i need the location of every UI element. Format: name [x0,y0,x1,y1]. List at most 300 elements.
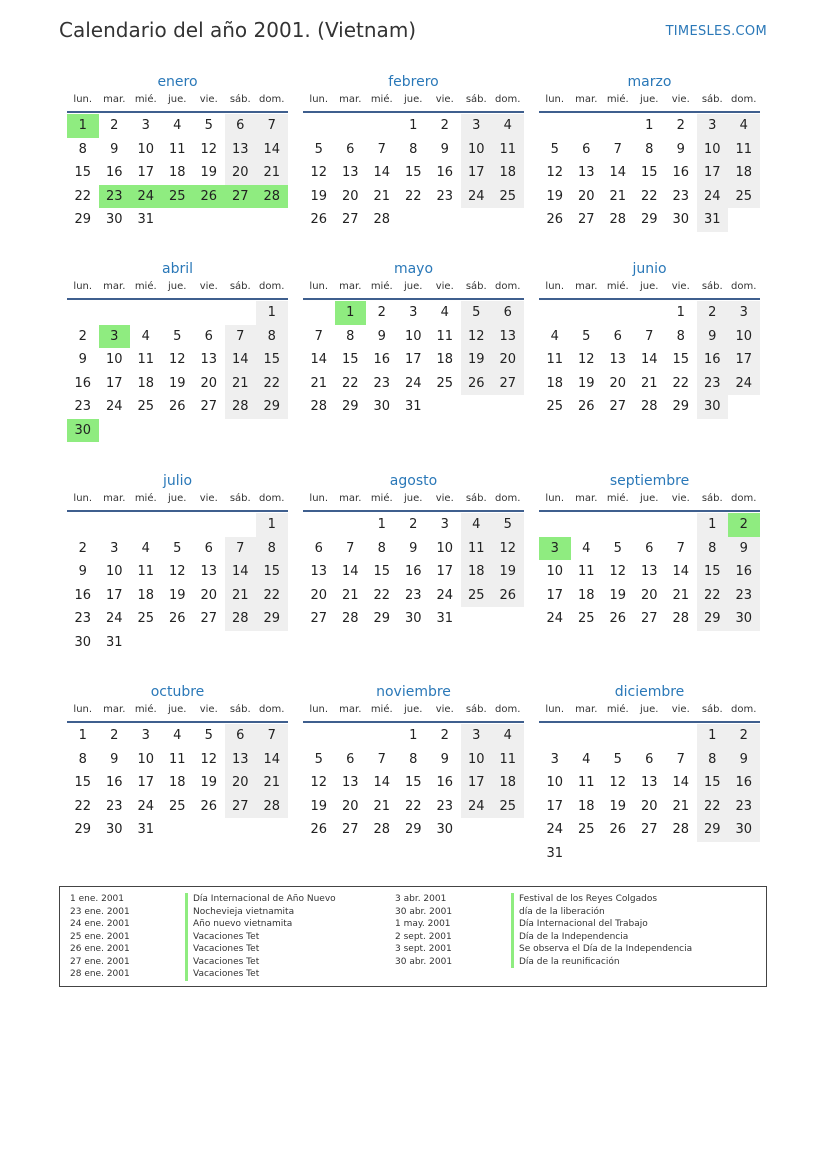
day-cell: 28 [225,607,257,631]
day-cell: 8 [377,540,386,556]
day-cell: 24 [436,587,454,603]
day-cell: 7 [346,540,355,556]
day-cell: 19 [577,375,595,391]
day-cell: 26 [168,611,186,626]
weekday-label: lun. [309,493,329,504]
day-cell: 16 [74,587,92,603]
holiday-day-cell: 1 [67,114,99,138]
day-cell: 27 [310,611,328,626]
day-cell: 1 [377,517,386,532]
day-cell: 13 [640,564,658,579]
day-cell: 18 [577,587,595,603]
day-cell: 2 [440,118,449,133]
day-cell: 16 [728,560,760,584]
day-cell: 7 [377,141,386,157]
day-cell: 15 [256,560,288,584]
header-rule [539,111,760,113]
day-cell: 9 [377,328,386,344]
day-cell: 14 [672,775,690,790]
day-cell: 16 [404,564,422,579]
day-cell: 11 [728,138,760,162]
weekday-label: vie. [671,493,690,504]
day-cell: 29 [697,607,729,631]
day-cell: 12 [492,537,524,561]
day-cell: 19 [168,375,186,391]
day-cell: 2 [697,301,729,325]
day-cell: 6 [613,328,622,344]
day-cell: 24 [105,611,123,626]
day-cell: 31 [697,208,729,232]
day-cell: 12 [577,352,595,367]
day-cell: 25 [728,185,760,209]
weekday-label: vie. [199,493,218,504]
day-cell: 3 [440,517,449,532]
day-cell: 9 [78,352,87,367]
day-cell: 5 [314,141,323,157]
day-cell: 29 [373,611,391,626]
day-cell: 7 [314,328,323,344]
weekday-label: dom. [495,94,521,105]
day-cell: 21 [640,375,658,391]
day-cell: 18 [492,161,524,185]
day-cell: 25 [577,822,595,837]
day-cell: 24 [461,185,493,209]
day-cell: 30 [105,212,123,227]
day-cell: 25 [168,798,186,814]
legend-date: 23 ene. 2001 [70,906,130,917]
day-cell: 15 [697,771,729,795]
legend-date: 30 abr. 2001 [395,956,453,967]
day-cell: 6 [645,540,654,556]
day-cell: 20 [200,375,218,391]
weekday-label: sáb. [229,281,251,292]
day-cell: 8 [256,325,288,349]
day-cell: 13 [225,748,257,772]
weekday-label: jue. [168,493,187,504]
header-rule [539,298,760,300]
day-cell: 23 [74,399,92,414]
weekday-header [539,281,760,299]
header-rule [303,298,524,300]
day-cell: 13 [577,165,595,180]
day-cell: 16 [74,375,92,391]
weekday-label: vie. [435,94,454,105]
day-cell: 19 [200,775,218,790]
day-cell: 15 [74,775,92,790]
legend-date: 27 ene. 2001 [70,956,130,967]
day-cell: 2 [728,724,760,748]
day-cell: 4 [582,540,591,556]
day-cell: 25 [137,611,155,626]
day-cell: 4 [582,751,591,767]
day-cell: 20 [225,161,257,185]
weekday-label: mar. [575,704,598,715]
weekday-label: mié. [134,281,157,292]
brand-link[interactable]: TIMESLES.COM [665,24,767,39]
day-cell: 5 [582,328,591,344]
weekday-label: dom. [731,94,757,105]
weekday-header [67,493,288,511]
weekday-label: sáb. [701,704,723,715]
day-cell: 13 [200,564,218,579]
day-cell: 7 [676,751,685,767]
day-cell: 31 [404,399,422,414]
day-cell: 30 [672,212,690,227]
day-cell: 21 [672,798,690,814]
day-cell: 12 [200,751,218,767]
legend-holiday-name: Se observa el Día de la Independencia [519,944,693,954]
day-cell: 5 [314,751,323,767]
day-cell: 26 [310,212,328,227]
day-cell: 30 [105,822,123,837]
day-cell: 22 [404,798,422,814]
weekday-label: sáb. [465,281,487,292]
day-cell: 27 [341,822,359,837]
day-cell: 1 [676,305,685,320]
day-cell: 30 [436,822,454,837]
holiday-day-cell: 2 [728,513,760,537]
weekday-label: sáb. [465,94,487,105]
weekday-label: vie. [671,94,690,105]
holiday-legend [59,886,767,987]
day-cell: 2 [78,540,87,556]
day-cell: 16 [105,165,123,180]
day-cell: 15 [74,165,92,180]
month-name: noviembre [376,684,451,700]
day-cell: 6 [204,540,213,556]
weekday-label: sáb. [229,704,251,715]
day-cell: 12 [609,564,627,579]
legend-date: 26 ene. 2001 [70,944,130,954]
day-cell: 28 [373,822,391,837]
day-cell: 29 [74,212,92,227]
day-cell: 8 [676,328,685,344]
day-cell: 28 [672,822,690,837]
holiday-day-cell: 28 [256,185,288,209]
day-cell: 5 [204,728,213,743]
day-cell: 17 [436,564,454,579]
day-cell: 11 [436,328,454,344]
day-cell: 14 [225,560,257,584]
header-rule [303,510,524,512]
weekday-label: mié. [134,94,157,105]
legend-date: 3 sept. 2001 [395,944,452,954]
day-cell: 10 [546,564,564,579]
weekday-header [539,493,760,511]
day-cell: 31 [546,845,564,861]
day-cell: 22 [672,375,690,391]
day-cell: 17 [105,587,123,603]
day-cell: 1 [256,301,288,325]
day-cell: 15 [640,165,658,180]
day-cell: 31 [137,822,155,837]
page-title: Calendario del año 2001. (Vietnam) [59,18,417,42]
weekday-label: jue. [640,493,659,504]
legend-names-left [185,893,336,981]
day-cell: 29 [341,399,359,414]
weekday-label: vie. [435,704,454,715]
day-cell: 4 [173,728,182,743]
day-cell: 16 [728,771,760,795]
day-cell: 2 [676,118,685,133]
day-cell: 17 [697,161,729,185]
legend-dates-left [70,893,130,981]
legend-holiday-name: Año nuevo vietnamita [193,919,293,929]
day-cell: 20 [200,587,218,603]
weekday-label: vie. [671,281,690,292]
legend-holiday-name: Día de la Independencia [519,931,629,942]
day-cell: 23 [373,375,391,391]
day-cell: 12 [546,165,564,180]
day-cell: 4 [492,114,524,138]
day-cell: 1 [645,118,654,133]
day-cell: 4 [141,328,150,344]
weekday-label: mié. [606,94,629,105]
day-cell: 22 [74,188,92,204]
weekday-label: mié. [370,704,393,715]
legend-date: 25 ene. 2001 [70,931,130,942]
day-cell: 31 [436,611,454,626]
header-rule [303,721,524,723]
day-cell: 24 [728,372,760,396]
day-cell: 31 [105,634,123,650]
day-cell: 18 [546,375,564,391]
weekday-label: mié. [370,94,393,105]
weekday-label: jue. [640,281,659,292]
weekday-header [67,94,288,112]
day-cell: 28 [225,395,257,419]
month-name: junio [632,261,667,277]
day-cell: 11 [137,352,155,367]
day-cell: 10 [436,540,454,556]
day-cell: 24 [546,611,564,626]
day-cell: 30 [697,395,729,419]
day-cell: 26 [546,212,564,227]
day-cell: 15 [341,352,359,367]
day-cell: 1 [78,728,87,743]
weekday-label: lun. [73,281,93,292]
weekday-label: vie. [435,281,454,292]
day-cell: 23 [436,798,454,814]
day-cell: 22 [697,584,729,608]
day-cell: 11 [168,751,186,767]
legend-holiday-name: Vacaciones Tet [193,931,260,942]
day-cell: 11 [546,352,564,367]
header-rule [67,721,288,723]
day-cell: 26 [609,611,627,626]
day-cell: 5 [550,141,559,157]
day-cell: 5 [204,118,213,133]
day-cell: 5 [613,540,622,556]
day-cell: 4 [550,328,559,344]
day-cell: 28 [310,399,328,414]
day-cell: 25 [492,795,524,819]
day-cell: 2 [440,728,449,743]
day-cell: 12 [168,352,186,367]
day-cell: 7 [645,328,654,344]
day-cell: 9 [728,748,760,772]
day-cell: 21 [373,798,391,814]
day-cell: 17 [137,775,155,790]
day-cell: 14 [256,748,288,772]
day-cell: 29 [404,822,422,837]
day-cell: 25 [137,399,155,414]
day-cell: 21 [310,375,328,391]
weekday-label: jue. [168,281,187,292]
legend-date: 30 abr. 2001 [395,906,453,917]
day-cell: 16 [105,775,123,790]
day-cell: 8 [409,751,418,767]
day-cell: 18 [168,775,186,790]
day-cell: 3 [409,305,418,320]
weekday-label: mié. [134,704,157,715]
header-rule [303,111,524,113]
weekday-label: dom. [259,94,285,105]
day-cell: 15 [404,775,422,790]
day-cell: 15 [256,348,288,372]
day-cell: 24 [137,798,155,814]
day-cell: 27 [577,212,595,227]
day-cell: 30 [74,634,92,650]
day-cell: 4 [461,513,493,537]
weekday-label: dom. [259,281,285,292]
day-cell: 5 [173,328,182,344]
day-cell: 1 [409,118,418,133]
day-cell: 15 [404,165,422,180]
day-cell: 3 [461,114,493,138]
weekday-label: dom. [495,281,521,292]
weekday-label: mié. [606,493,629,504]
day-cell: 21 [256,771,288,795]
day-cell: 29 [74,822,92,837]
weekday-header [67,704,288,722]
weekday-label: mar. [103,704,126,715]
weekday-label: sáb. [701,281,723,292]
day-cell: 22 [256,372,288,396]
day-cell: 4 [173,118,182,133]
day-cell: 28 [609,212,627,227]
day-cell: 19 [310,798,328,814]
weekday-label: mar. [339,704,362,715]
day-cell: 28 [640,399,658,414]
header-rule [539,510,760,512]
day-cell: 22 [404,188,422,204]
day-cell: 17 [461,161,493,185]
weekday-label: lun. [545,493,565,504]
day-cell: 22 [74,798,92,814]
day-cell: 18 [577,798,595,814]
weekday-label: sáb. [465,493,487,504]
day-cell: 8 [697,537,729,561]
weekday-label: mié. [370,493,393,504]
day-cell: 14 [373,775,391,790]
day-cell: 27 [341,212,359,227]
weekday-label: jue. [404,493,423,504]
day-cell: 22 [640,188,658,204]
day-cell: 27 [225,795,257,819]
day-cell: 11 [137,564,155,579]
weekday-label: mié. [370,281,393,292]
day-cell: 14 [310,352,328,367]
day-cell: 13 [341,165,359,180]
month-name: febrero [388,74,439,90]
holiday-day-cell: 1 [335,301,367,325]
weekday-header [67,281,288,299]
legend-date: 2 sept. 2001 [395,931,452,942]
day-cell: 24 [404,375,422,391]
day-cell: 19 [492,560,524,584]
day-cell: 11 [168,141,186,157]
day-cell: 14 [373,165,391,180]
day-cell: 7 [613,141,622,157]
day-cell: 26 [200,798,218,814]
weekday-label: dom. [731,281,757,292]
day-cell: 8 [645,141,654,157]
day-cell: 27 [200,611,218,626]
day-cell: 29 [256,607,288,631]
day-cell: 20 [341,188,359,204]
day-cell: 2 [78,328,87,344]
day-cell: 4 [728,114,760,138]
header-rule [67,298,288,300]
day-cell: 20 [310,587,328,603]
day-cell: 9 [676,141,685,157]
holiday-day-cell: 3 [539,537,571,561]
weekday-label: mar. [103,94,126,105]
day-cell: 19 [200,165,218,180]
day-cell: 10 [546,775,564,790]
day-cell: 2 [409,517,418,532]
weekday-label: mar. [339,493,362,504]
day-cell: 20 [640,798,658,814]
holiday-day-cell: 25 [162,185,194,209]
weekday-label: lun. [309,281,329,292]
day-cell: 29 [672,399,690,414]
day-cell: 26 [168,399,186,414]
month-name: agosto [389,473,438,489]
day-cell: 30 [373,399,391,414]
weekday-label: mar. [103,281,126,292]
day-cell: 14 [256,138,288,162]
day-cell: 2 [110,118,119,133]
weekday-label: mar. [339,281,362,292]
day-cell: 23 [672,188,690,204]
month-name: mayo [393,261,434,277]
day-cell: 26 [461,372,493,396]
month-name: diciembre [614,684,685,700]
legend-dates-right [395,893,452,968]
day-cell: 25 [461,584,493,608]
day-cell: 3 [141,728,150,743]
day-cell: 23 [404,587,422,603]
legend-holiday-name: Festival de los Reyes Colgados [519,894,658,904]
day-cell: 17 [546,798,564,814]
day-cell: 5 [613,751,622,767]
header-rule [539,721,760,723]
month-name: julio [162,473,193,489]
weekday-label: lun. [73,493,93,504]
day-cell: 30 [404,611,422,626]
weekday-label: vie. [199,281,218,292]
weekday-label: lun. [545,704,565,715]
day-cell: 30 [728,607,760,631]
day-cell: 10 [137,141,155,157]
day-cell: 9 [440,141,449,157]
day-cell: 12 [461,325,493,349]
weekday-header [303,281,524,299]
day-cell: 13 [341,775,359,790]
month-name: marzo [627,74,672,90]
